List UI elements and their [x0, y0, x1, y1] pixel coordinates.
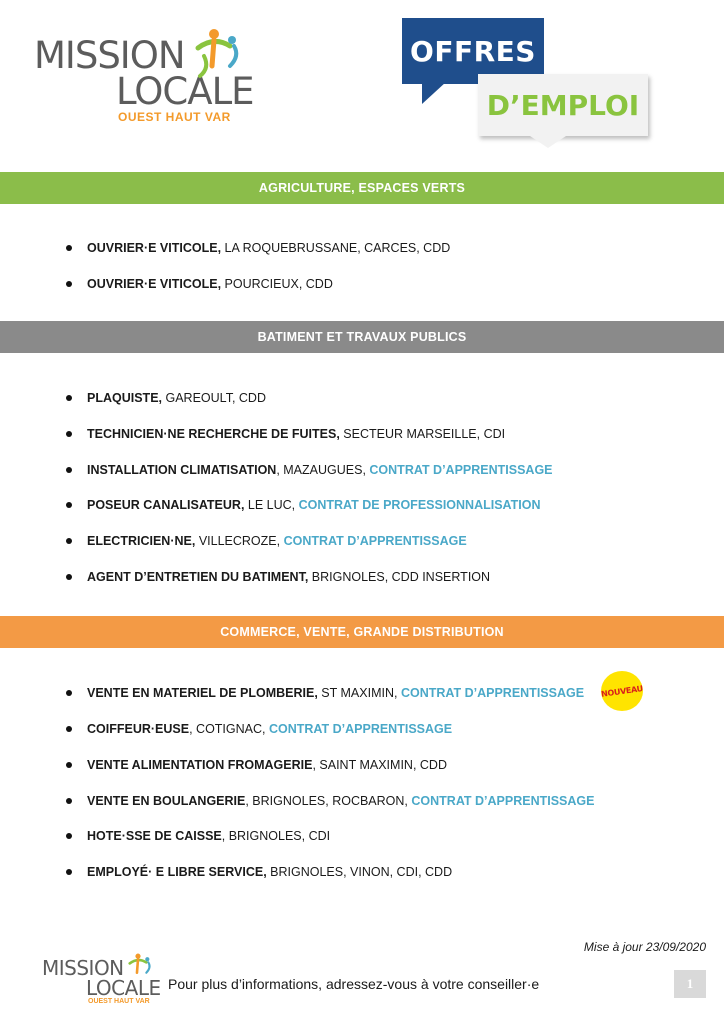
banner-emploi: D’EMPLOI [478, 74, 648, 136]
job-item[interactable] [66, 276, 333, 292]
job-item[interactable] [66, 685, 584, 701]
job-item[interactable] [66, 721, 452, 737]
job-detail: SECTEUR MARSEILLE, CDI [339, 427, 506, 441]
bullet [66, 726, 72, 732]
section-header-btp: BATIMENT ET TRAVAUX PUBLICS [0, 321, 724, 353]
job-detail: , MAZAUGUES, [276, 463, 370, 477]
job-detail: , BRIGNOLES, CDI [221, 829, 331, 843]
job-item[interactable] [66, 497, 541, 513]
job-title: POSEUR CANALISATEUR, [87, 498, 245, 512]
job-title: EMPLOYÉ· E LIBRE SERVICE, [87, 865, 267, 879]
section-header-commerce: COMMERCE, VENTE, GRANDE DISTRIBUTION [0, 616, 724, 648]
job-detail: BRIGNOLES, CDD INSERTION [308, 570, 491, 584]
people-figures-icon [184, 26, 244, 80]
job-title: INSTALLATION CLIMATISATION [87, 463, 277, 477]
job-item[interactable] [66, 426, 505, 442]
job-item[interactable] [66, 390, 266, 406]
job-detail: , COTIGNAC, [189, 722, 269, 736]
footer-info: Pour plus d’informations, adressez-vous à votre conseiller·e [168, 976, 540, 992]
bullet [66, 502, 72, 508]
job-contract: CONTRAT D’APPRENTISSAGE [369, 463, 553, 477]
job-title: VENTE EN MATERIEL DE PLOMBERIE, [87, 686, 318, 700]
job-title: ELECTRICIEN·NE, [87, 534, 196, 548]
page-number: 1 [674, 970, 706, 998]
job-detail: , SAINT MAXIMIN, CDD [312, 758, 447, 772]
job-detail: VILLECROZE, [195, 534, 284, 548]
section-header-agriculture: AGRICULTURE, ESPACES VERTS [0, 172, 724, 204]
job-detail: GAREOULT, CDD [162, 391, 266, 405]
job-detail: ST MAXIMIN, [317, 686, 401, 700]
job-title: VENTE ALIMENTATION FROMAGERIE [87, 758, 313, 772]
banner-offres: OFFRES [402, 18, 544, 84]
bullet [66, 833, 72, 839]
footer-logo-locale: LOCALE [86, 976, 161, 1000]
footer-logo-region: OUEST HAUT VAR [88, 998, 150, 1005]
logo-line-locale: LOCALE [116, 70, 254, 113]
bullet [66, 762, 72, 768]
bullet [66, 395, 72, 401]
bullet [66, 281, 72, 287]
nouveau-badge-label: NOUVEAU [600, 683, 644, 699]
job-item[interactable] [66, 828, 330, 844]
offres-emploi-banner [400, 16, 660, 156]
job-title: VENTE EN BOULANGERIE [87, 794, 246, 808]
update-date: Mise à jour 23/09/2020 [583, 940, 706, 954]
job-title: PLAQUISTE, [87, 391, 163, 405]
nouveau-badge [601, 671, 643, 711]
banner-offres-tail [422, 82, 446, 104]
job-contract: CONTRAT DE PROFESSIONNALISATION [298, 498, 541, 512]
job-title: OUVRIER·E VITICOLE, [87, 277, 222, 291]
job-item[interactable] [66, 533, 467, 549]
job-contract: CONTRAT D’APPRENTISSAGE [400, 686, 585, 700]
bullet [66, 245, 72, 251]
job-contract: CONTRAT D’APPRENTISSAGE [268, 722, 453, 736]
bullet [66, 538, 72, 544]
logo-line-region: OUEST HAUT VAR [118, 110, 231, 124]
job-title: OUVRIER·E VITICOLE, [87, 241, 222, 255]
job-title: HOTE·SSE DE CAISSE [87, 829, 222, 843]
bullet [66, 431, 72, 437]
bullet [66, 869, 72, 875]
job-title: AGENT D’ENTRETIEN DU BATIMENT, [87, 570, 309, 584]
job-item[interactable] [66, 793, 595, 809]
job-contract: CONTRAT D’APPRENTISSAGE [411, 794, 595, 808]
job-item[interactable] [66, 569, 490, 585]
job-detail: LA ROQUEBRUSSANE, CARCES, CDD [221, 241, 451, 255]
mission-locale-logo [34, 26, 254, 126]
footer-logo-mission: MISSION [42, 956, 124, 980]
job-detail: POURCIEUX, CDD [221, 277, 333, 291]
bullet [66, 467, 72, 473]
people-figures-icon [122, 952, 154, 980]
job-title: COIFFEUR·EUSE [87, 722, 190, 736]
job-detail: , BRIGNOLES, ROCBARON, [245, 794, 412, 808]
banner-emploi-tail [530, 136, 566, 148]
job-item[interactable] [66, 864, 452, 880]
job-title: TECHNICIEN·NE RECHERCHE DE FUITES, [87, 427, 340, 441]
bullet [66, 574, 72, 580]
job-item[interactable] [66, 462, 553, 478]
logo-line-mission: MISSION [34, 34, 185, 77]
bullet [66, 690, 72, 696]
job-item[interactable] [66, 240, 450, 256]
job-item[interactable] [66, 757, 447, 773]
job-detail: LE LUC, [244, 498, 299, 512]
job-detail: BRIGNOLES, VINON, CDI, CDD [266, 865, 453, 879]
bullet [66, 798, 72, 804]
footer-logo [42, 952, 162, 1010]
job-contract: CONTRAT D’APPRENTISSAGE [283, 534, 467, 548]
